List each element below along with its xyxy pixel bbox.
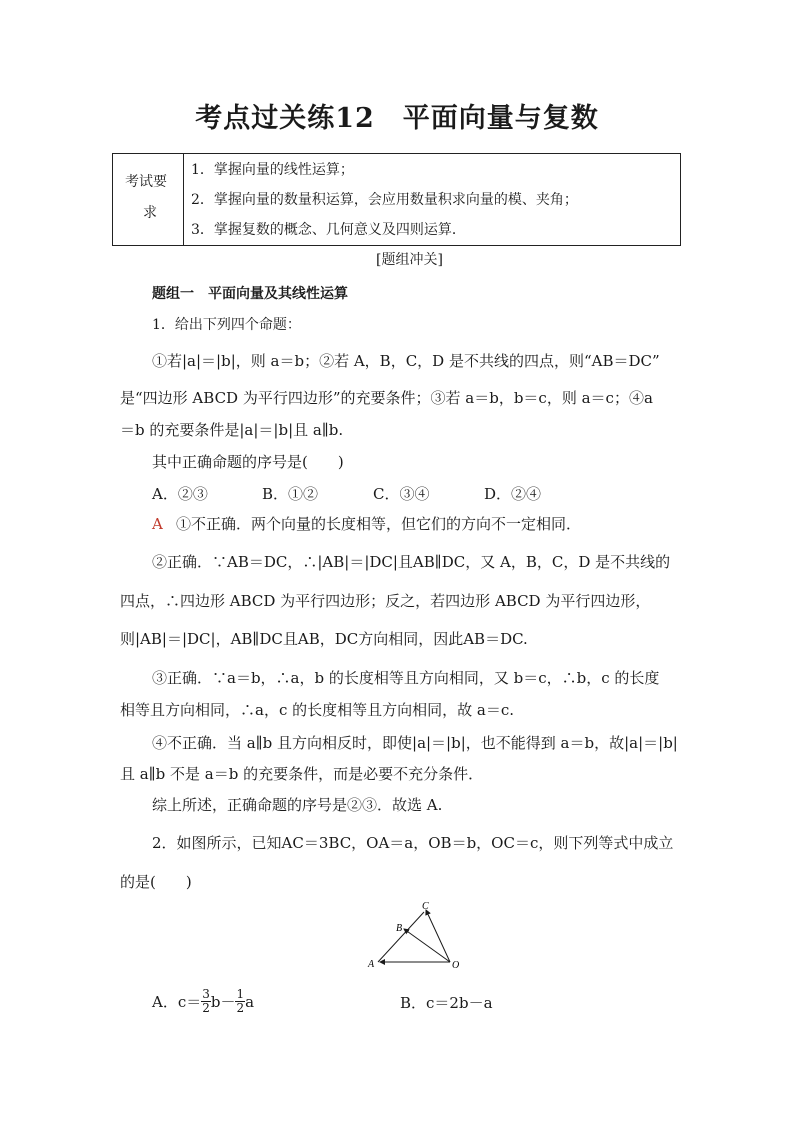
requirement-item: 2．掌握向量的数量积运算，会应用数量积求向量的模、夹角； [191, 192, 578, 208]
q1-option-b: B．①② [262, 485, 319, 503]
q2-option-a-suffix: a [245, 992, 255, 1011]
q1-solution-4b: 且 a∥b 不是 a＝b 的充要条件，而是必要不充分条件． [120, 765, 484, 783]
requirements-header [113, 154, 184, 245]
q2-option-a [152, 988, 254, 1015]
q1-solution-1: ①不正确．两个向量的长度相等，但它们的方向不一定相同． [176, 515, 582, 533]
triangle-diagram [366, 900, 462, 972]
q1-option-d: D．②④ [484, 485, 542, 503]
q1-option-a: A．②③ [152, 485, 208, 503]
fraction-denominator: 2 [202, 1001, 210, 1015]
segment-ob [404, 929, 450, 962]
requirements-header-line1: 考试要 [125, 174, 167, 190]
fraction-one-half [235, 988, 245, 1015]
fraction-numerator: 1 [236, 987, 245, 1001]
q1-stem: 1．给出下列四个命题： [152, 317, 301, 333]
q1-statement-line1: ①若|a|＝|b|，则 a＝b；②若 A，B，C，D 是不共线的四点，则“AB＝DC” [152, 352, 660, 370]
q1-solution-2b: 四点，∴四边形 ABCD 为平行四边形；反之，若四边形 ABCD 为平行四边形， [120, 592, 651, 610]
q2-option-a-prefix: A．c＝ [152, 993, 202, 1011]
page-title: 考点过关练12 平面向量与复数 [195, 103, 599, 134]
q1-solution-2c: 则|AB|＝|DC|，AB∥DC且AB，DC方向相同，因此AB＝DC. [120, 630, 528, 648]
label-c: C [422, 901, 429, 912]
q1-statement-line2: 是“四边形 ABCD 为平行四边形”的充要条件；③若 a＝b，b＝c，则 a＝c；④a [120, 389, 653, 407]
label-o: O [452, 960, 460, 971]
q1-solution-2a: ②正确．∵AB＝DC，∴|AB|＝|DC|且AB∥DC，又 A，B，C，D 是不共线的 [152, 553, 671, 571]
segment-ac [378, 912, 424, 962]
segment-oc [426, 910, 450, 962]
requirement-item: 1．掌握向量的线性运算； [191, 162, 354, 178]
section-label: [题组冲关] [376, 252, 443, 268]
q1-answer-letter: A [152, 515, 163, 533]
fraction-numerator: 3 [202, 987, 210, 1001]
q2-option-b: B．c＝2b－a [400, 994, 493, 1012]
requirements-table [112, 153, 681, 246]
fraction-denominator: 2 [236, 1001, 245, 1015]
q1-conclusion: 综上所述，正确命题的序号是②③．故选 A. [152, 796, 443, 814]
q1-ask: 其中正确命题的序号是( ) [152, 453, 344, 471]
q2-stem-line1: 2．如图所示，已知AC＝3BC，OA＝a，OB＝b，OC＝c，则下列等式中成立 [152, 834, 674, 852]
q1-solution-3b: 相等且方向相同，∴a，c 的长度相等且方向相同，故 a＝c. [120, 701, 514, 719]
q1-solution-3a: ③正确．∵a＝b，∴a，b 的长度相等且方向相同，又 b＝c，∴b，c 的长度 [152, 669, 660, 687]
q1-option-c: C．③④ [373, 485, 430, 503]
requirements-header-line2: 求 [143, 205, 157, 221]
triangle-figure [366, 900, 462, 972]
fraction-three-halves [201, 988, 211, 1015]
q1-statement-line3: ＝b 的充要条件是|a|＝|b|且 a∥b. [120, 421, 344, 439]
label-b: B [396, 923, 403, 934]
q2-option-a-middle: b－ [210, 993, 236, 1011]
requirement-item: 3．掌握复数的概念、几何意义及四则运算． [191, 222, 466, 238]
label-a: A [368, 959, 375, 970]
group-heading: 题组一 平面向量及其线性运算 [152, 286, 348, 302]
q2-stem-line2: 的是( ) [120, 873, 192, 891]
q1-solution-4a: ④不正确．当 a∥b 且方向相反时，即使|a|＝|b|，也不能得到 a＝b，故|a|＝|b| [152, 734, 678, 752]
